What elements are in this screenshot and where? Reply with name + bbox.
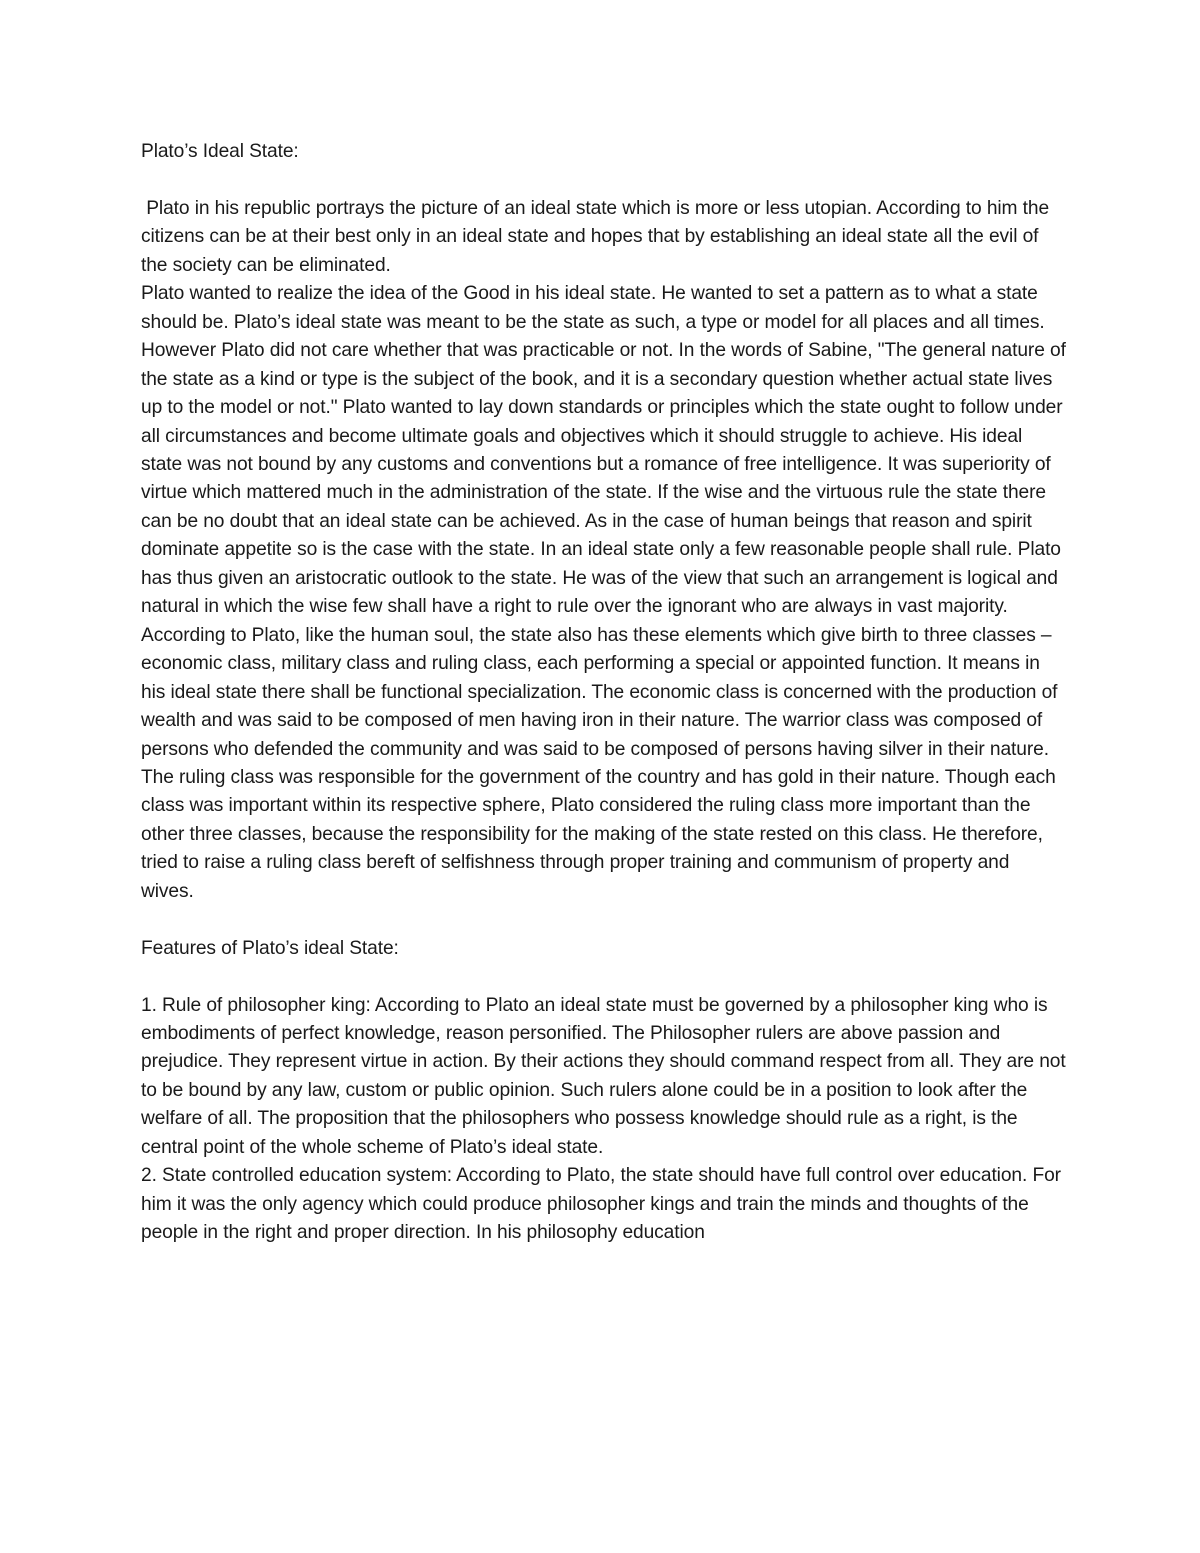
- intro-paragraph-3: According to Plato, like the human soul, the state also has these elements which give birth to three classes – economic class, military class and ruling class, each performing a special or appointed function. It means in his ideal state there shall be functional specialization. The economic class is concerned with the production of wealth and was said to be composed of men having iron in their nature. The warrior class was composed of persons who defended the community and was said to be composed of persons having silver in their nature. The ruling class was responsible for the government of the country and has gold in their nature. Though each class was important within its respective sphere, Plato considered the ruling class more important than the other three classes, because the responsibility for the making of the state rested on this class. He therefore, tried to raise a ruling class bereft of selfishness through proper training and communism of property and wives.: [141, 624, 1058, 902]
- feature-item-1: 1. Rule of philosopher king: According to Plato an ideal state must be governed by a philosopher king who is embodiments of perfect knowledge, reason personified. The Philosopher rulers are above passion and prejudice. They represent virtue in action. By their actions they should command respect from all. They are not to be bound by any law, custom or public opinion. Such rulers alone could be in a position to look after the welfare of all. The proposition that the philosophers who possess knowledge should rule as a right, is the central point of the whole scheme of Plato’s ideal state.: [141, 994, 1066, 1158]
- feature-item-2: 2. State controlled education system: According to Plato, the state should have full control over education. For him it was the only agency which could produce philosopher kings and train the minds and thoughts of the people in the right and proper direction. In his philosophy education: [141, 1165, 1061, 1244]
- intro-paragraph-1: Plato in his republic portrays the picture of an ideal state which is more or less utopian. According to him the citizens can be at their best only in an ideal state and hopes that by establishing an ideal state all the evil of the society can be eliminated.: [141, 197, 1055, 276]
- blank-line: [141, 906, 1066, 934]
- intro-paragraph-2: Plato wanted to realize the idea of the Good in his ideal state. He wanted to set a pattern as to what a state should be. Plato’s ideal state was meant to be the state as such, a type or model for all places and all times. However Plato did not care whether that was practicable or not. In the words of Sabine, "The general nature of the state as a kind or type is the subject of the book, and it is a secondary question whether actual state lives up to the model or not." Plato wanted to lay down standards or principles which the state ought to follow under all circumstances and become ultimate goals and objectives which it should struggle to achieve. His ideal state was not bound by any customs and conventions but a romance of free intelligence. It was superiority of virtue which mattered much in the administration of the state. If the wise and the virtuous rule the state there can be no doubt that an ideal state can be achieved. As in the case of human beings that reason and spirit dominate appetite so is the case with the state. In an ideal state only a few reasonable people shall rule. Plato has thus given an aristocratic outlook to the state. He was of the view that such an arrangement is logical and natural in which the wise few shall have a right to rule over the ignorant who are always in vast majority.: [141, 283, 1066, 618]
- blank-line: [141, 166, 1066, 194]
- document-title: Plato’s Ideal State:: [141, 141, 299, 162]
- blank-line: [141, 963, 1066, 991]
- features-heading: Features of Plato’s ideal State:: [141, 937, 399, 959]
- document-page: [141, 138, 1066, 1248]
